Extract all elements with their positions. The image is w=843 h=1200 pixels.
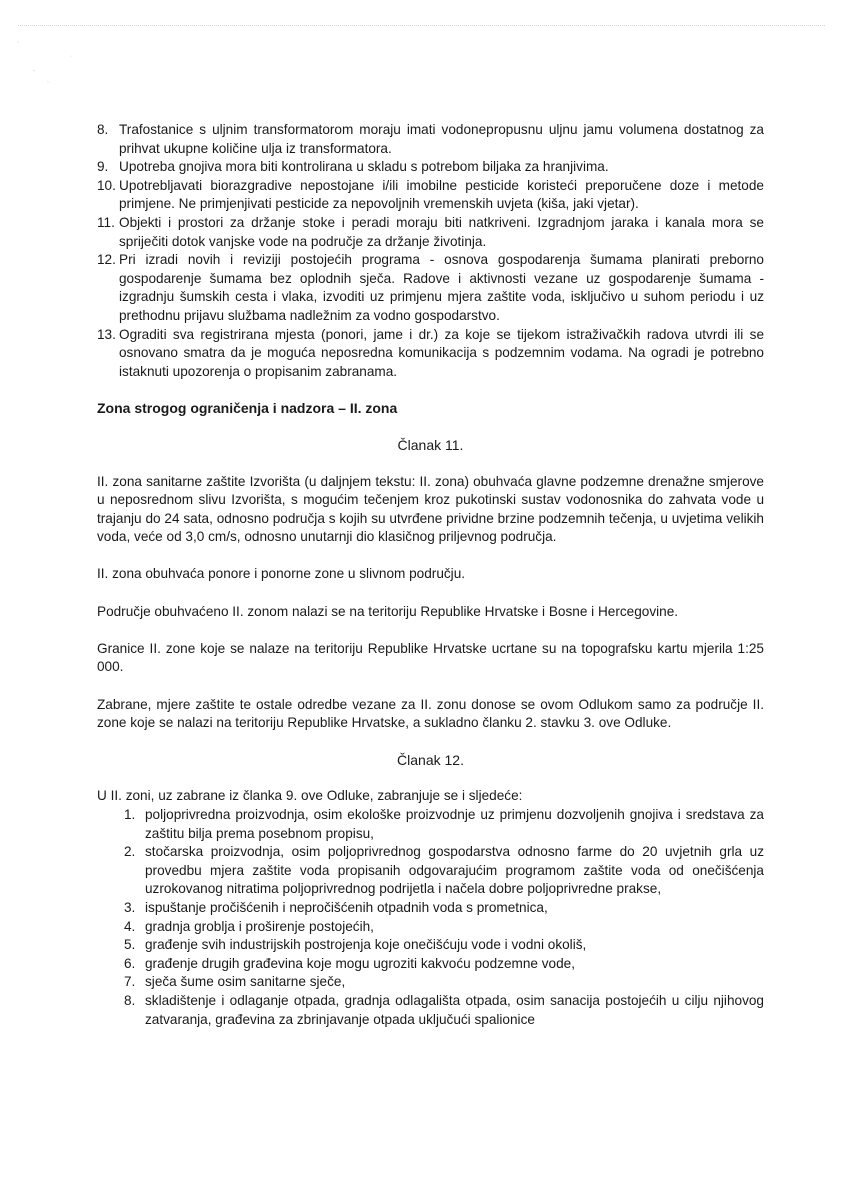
list-item-number: 13.: [97, 326, 116, 342]
list-item: [97, 177, 764, 214]
list-item: [97, 121, 764, 158]
list-item: [124, 843, 764, 899]
article-11-title: Članak 11.: [397, 436, 464, 453]
list-item-text: građenje drugih građevina koje mogu ugroziti kakvoću podzemne vode,: [145, 955, 575, 971]
document-page: [97, 121, 764, 1029]
list-item: [97, 326, 764, 382]
list-item-number: 3.: [124, 899, 136, 915]
list-item-text: sječa šume osim sanitarne sječe,: [145, 974, 346, 990]
list-item-text: Upotreba gnojiva mora biti kontrolirana u skladu s potrebom biljaka za hranjivima.: [119, 159, 609, 175]
list-item: [97, 214, 764, 251]
list-item: [124, 918, 764, 937]
article-12-prohibitions-list: [97, 806, 764, 1029]
scan-edge-line: [18, 25, 825, 26]
list-item-text: poljoprivredna proizvodnja, osim ekološke proizvodnje uz primjenu dozvoljenih gnojiva i sredstava za zaštitu bilja prema posebnom propisu,: [145, 807, 764, 841]
list-item-text: Upotrebljavati biorazgradive nepostojane i/ili imobilne pesticide koristeći preporučene doze i metode primjene. Ne primjenjivati pesticide za nepovoljnih vremenskih uvjeta (kiša, jaki vjetar).: [119, 177, 764, 212]
list-item-number: 12.: [97, 252, 116, 268]
article-11-paragraph: Granice II. zone koje se nalaze na teritoriju Republike Hrvatske ucrtane su na topografsku kartu mjerila 1:25 000.: [97, 640, 764, 675]
list-item-number: 4.: [124, 918, 136, 934]
list-item: [124, 955, 764, 974]
list-item-number: 7.: [124, 974, 136, 990]
list-item: [124, 992, 764, 1029]
article-11-paragraph: II. zona sanitarne zaštite Izvorišta (u daljnjem tekstu: II. zona) obuhvaća glavne podzemne drenažne smjerove u neposrednom slivu Izvorišta, s mogućim tečenjem kroz pukotinski sustav vodonosnika do zahvata vode u trajanju do 24 sata, odnosno područja s kojih su utvrđene prividne brzine podzemnih tečenja, u uvjetima velikih voda, veće od 3,0 cm/s, odnosno unutarnji dio klasičnog priljevnog područja.: [97, 473, 764, 545]
list-item: [124, 899, 764, 918]
list-item-number: 1.: [124, 807, 136, 822]
list-item-number: 6.: [124, 955, 136, 971]
list-item-text: Objekti i prostori za držanje stoke i peradi moraju biti natkriveni. Izgradnjom jaraka i kanala mora se spriječiti dotok vanjske vode na područje za držanje životinja.: [119, 214, 764, 249]
list-item-text: gradnja groblja i proširenje postojećih,: [145, 918, 374, 934]
continued-numbered-list: [97, 121, 764, 381]
list-item: [124, 973, 764, 992]
article-11-paragraph: Područje obuhvaćeno II. zonom nalazi se na teritoriju Republike Hrvatske i Bosne i Hercegovine.: [97, 603, 679, 619]
list-item: [97, 158, 764, 177]
list-item: [124, 936, 764, 955]
list-item-number: 11.: [97, 214, 115, 230]
article-12-intro: U II. zoni, uz zabrane iz članka 9. ove Odluke, zabranjuje se i sljedeće:: [97, 788, 523, 804]
list-item-text: skladištenje i odlaganje otpada, gradnja odlagališta otpada, osim sanacija postojećih u cilju njihovog zatvaranja, građevina za zbrinjavanje otpada uključući spalionice: [145, 992, 764, 1027]
list-item-text: Ograditi sva registrirana mjesta (ponori, jame i dr.) za koje se tijekom istraživačkih radova utvrdi ili se osnovano smatra da je moguća neposredna komunikacija s podzemnim vodama. Na ogradi je potrebno istaknuti upozorenja o propisanim zabranama.: [119, 326, 764, 379]
list-item-number: 9.: [97, 159, 109, 175]
list-item-text: Pri izradi novih i reviziji postojećih programa - osnova gospodarenja šumama planirati preborno gospodarenje šumama bez oplodnih sječa. Radove i aktivnosti vezane uz gospodarenje šumama - izgradnju šumskih cesta i vlaka, izvoditi uz primjenu mjera zaštite voda, isključivo u suhom periodu i uz prethodnu prijavu službama nadležnim za vodno gospodarstvo.: [119, 252, 764, 323]
section-heading: Zona strogog ograničenja i nadzora – II. zona: [97, 400, 398, 417]
list-item: [97, 251, 764, 325]
scan-speck: ˏ: [17, 36, 20, 43]
list-item-number: 5.: [124, 937, 136, 953]
list-item-text: stočarska proizvodnja, osim poljoprivrednog gospodarstva odnosno farme do 20 uvjetnih grla uz provedbu mjera zaštite voda propisanih odgovarajućim programom zaštite voda od onečišćenja uzrokovanog nitratima poljoprivrednog podrijetla i načela dobre poljoprivredne prakse,: [145, 844, 764, 897]
scan-speck: ·: [70, 53, 73, 60]
list-item: [124, 806, 764, 843]
list-item-text: ispuštanje pročišćenih i nepročišćenih otpadnih voda s prometnica,: [145, 899, 548, 915]
list-item-number: 10.: [97, 177, 116, 193]
article-11-paragraph: Zabrane, mjere zaštite te ostale odredbe vezane za II. zonu donose se ovom Odlukom samo za područje II. zone koje se nalazi na teritoriju Republike Hrvatske, a sukladno članku 2. stavku 3. ove Odluke.: [97, 696, 764, 731]
list-item-number: 8.: [97, 122, 109, 137]
list-item-text: Trafostanice s uljnim transformatorom moraju imati vodonepropusnu uljnu jamu volumena dostatnog za prihvat ukupne količine ulja iz transformatora.: [119, 122, 764, 156]
list-item-text: građenje svih industrijskih postrojenja koje onečišćuju vode i vodni okoliš,: [145, 937, 587, 953]
list-item-number: 8.: [124, 992, 136, 1008]
list-item-number: 2.: [124, 844, 136, 860]
article-11-paragraph: II. zona obuhvaća ponore i ponorne zone u slivnom području.: [97, 566, 466, 582]
scan-speck: -: [33, 68, 36, 75]
article-12-title: Članak 12.: [397, 751, 464, 768]
scan-speck: ˎ: [47, 76, 50, 83]
